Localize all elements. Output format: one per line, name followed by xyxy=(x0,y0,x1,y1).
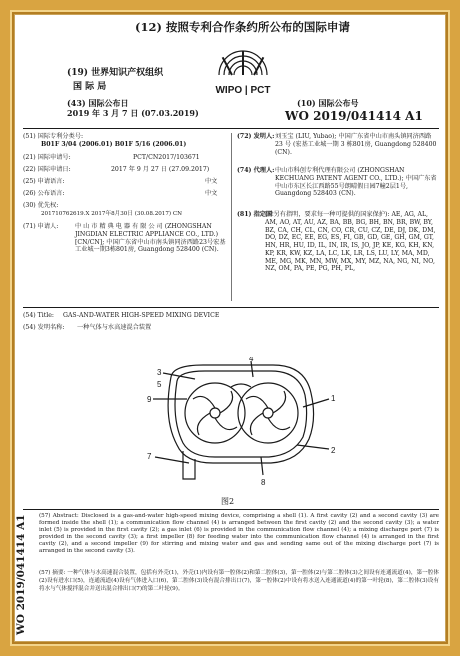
label-1: 1 xyxy=(331,394,336,403)
field-pub-lang-value: 中文 xyxy=(205,190,218,197)
field-designated-value: (除另有指明，要求每一种可提供的国家保护): AE, AG, AL, AM, AO, AT, AU, AZ, BA, BB, BG, BH, BN, BR, BW, BY, BZ, CA, CH, CL, CN, CO, CR, CU, CZ, DE, DJ, DK, DM, DO, DZ, EC, EE, EG, ES, FI, GB, GD, GE, GH, GM, GT, HN, HR, HU, ID, IL, IN, IR, IS, JO, JP, KE, KG, KH, KN, KP, KR, KW, KZ, LA, LC, LK, LR, LS, LU, LY, MA, MD, ME, MG, MK, MN, MW, MX, MY, MZ, NA, NG, NI, NO, NZ, OM, PA, PE, PG, PH, PL, xyxy=(265,211,436,273)
org-line-2: 国 际 局 xyxy=(73,82,107,92)
title-cn-value: 一种气体与水高速混合装置 xyxy=(77,324,152,331)
label-7: 7 xyxy=(147,452,152,461)
side-text: WO 2019/041414 A1 xyxy=(15,514,27,635)
label-4: 4 xyxy=(249,357,254,363)
figure-divider xyxy=(23,509,439,510)
field-applicant-label: (71) 申请人: xyxy=(23,223,59,230)
field-priority-value: 201710762619.X 2017年8月30日 (30.08.2017) CN xyxy=(41,211,183,217)
figure-caption: 图2 xyxy=(221,497,235,506)
field-appdate-label: (22) 国际申请日: xyxy=(23,166,71,173)
field-ipc-value: B01F 3/04 (2006.01) B01F 5/16 (2006.01) xyxy=(41,141,187,148)
field-agent-label: (74) 代理人: xyxy=(237,167,275,174)
biblio-divider xyxy=(23,307,439,308)
pub-no: WO 2019/041414 A1 xyxy=(285,109,423,123)
mixing-device-figure xyxy=(133,357,343,493)
field-ipc-label: (51) 国际专利分类号: xyxy=(23,133,84,140)
label-3: 3 xyxy=(157,368,162,377)
field-priority-label: (30) 优先权: xyxy=(23,202,59,209)
abstract-chinese: (57) 摘要: 一种气体与水高速混合装置，包括有外壳(1)，外壳(1)内设有第一腔体(2)和第二腔体(3)，第一腔体(2)与第二腔体(3)之间设有连通流道(4)，第一腔体(2)设有进水口(5)，连通流道(4)设有气体进入口(6)，第二腔体(3)设有混合排出口(7)，第一腔体(2)中设有将水送入连通流道(4)的第一叶轮(8)，第二腔体(3)设有将水与气体搅拌混合并送出混合排出口(7)的第二叶轮(9)。 xyxy=(39,570,439,593)
title-cn-label: (54) 发明名称: xyxy=(23,324,65,331)
field-inventor-value: 刘玉宝 (LIU, Yubao); 中国广东省中山市南头镇同济西路 23 号 (宏基工业城一期 3 栋801房, Guangdong 528400 (CN). xyxy=(275,133,437,156)
field-filing-lang-label: (25) 申请语言: xyxy=(23,178,65,185)
field-appdate-value: 2017 年 9 月 27 日 (27.09.2017) xyxy=(111,166,210,173)
document-page xyxy=(14,14,446,642)
field-inventor-label: (72) 发明人: xyxy=(237,133,275,140)
field-filing-lang-value: 中文 xyxy=(205,178,218,185)
field-designated-label: (81) 指定国 xyxy=(237,211,273,218)
field-appno-value: PCT/CN2017/103671 xyxy=(133,154,200,161)
pub-no-label: (10) 国际公布号 xyxy=(297,98,359,108)
field-appno-label: (21) 国际申请号: xyxy=(23,154,71,161)
column-divider xyxy=(231,133,232,301)
pub-date-label: (43) 国际公布日 xyxy=(67,98,129,108)
title-en-label: (54) Title: xyxy=(23,312,54,319)
pub-date: 2019 年 3 月 7 日 (07.03.2019) xyxy=(67,108,199,118)
header-divider xyxy=(23,128,439,129)
field-agent-value: 中山市科创专利代理有限公司 (ZHONGSHAN KECHUANG PATENT AGENT CO., LTD.); 中国广东省中山市东区长江西路55号朗晴假日园7幢2层1号, Guangdong 528403 (CN). xyxy=(275,167,437,198)
field-pub-lang-label: (26) 公布语言: xyxy=(23,190,65,197)
wipo-logo xyxy=(205,41,281,103)
field-applicant-value: 中 山 市 精 典 电 器 有 限 公 司 (ZHONGSHAN JINGDIAN ELECTRIC APPLIANCE CO., LTD.) [CN/CN]; 中国广东省中山市南头镇同济西路23号宏基工业城一期3栋801房, Guangdong 528400 (CN). xyxy=(75,223,226,254)
org-line-1: (19) 世界知识产权组织 xyxy=(67,68,164,78)
label-5: 5 xyxy=(157,380,162,389)
label-8: 8 xyxy=(261,478,266,487)
label-9: 9 xyxy=(147,395,152,404)
logo-text: WIPO | PCT xyxy=(215,85,271,96)
label-2: 2 xyxy=(331,446,336,455)
side-publication-number xyxy=(14,514,33,635)
title-en-value: GAS-AND-WATER HIGH-SPEED MIXING DEVICE xyxy=(63,312,220,319)
abstract-english: (57) Abstract: Disclosed is a gas-and-water high-speed mixing device, comprising a shell (1). A first cavity (2) and a second cavity (3) are formed inside the shell (1); a communication flow channel (4) is arranged between the first cavity (2) and the second cavity (3); a water inlet (5) is provided in the first cavity (2); a gas inlet (6) is provided in the communication flow channel (4); a mixing discharge port (7) is provided in the second cavity (3); a first impeller (8) for feeding water into the communication flow channel (4) is arranged in the first cavity (2), and a second impeller (9) for stirring and mixing water and gas and sending same out of the mixing discharge port (7) is arranged in the second cavity (3). xyxy=(39,513,439,554)
document-title: (12) 按照专利合作条约所公布的国际申请 xyxy=(135,20,350,34)
